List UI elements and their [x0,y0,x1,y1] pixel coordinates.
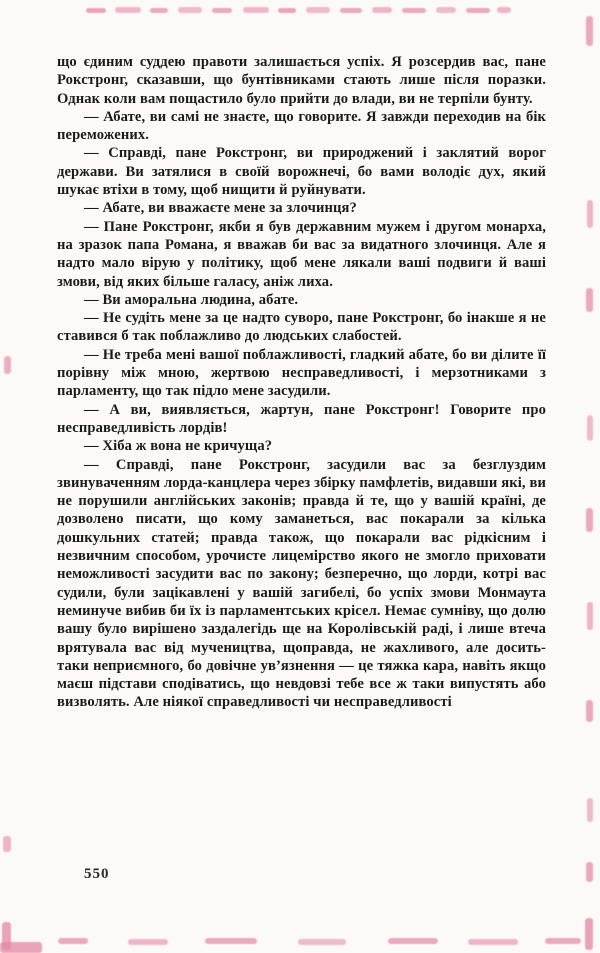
scan-artifact-mark [372,7,392,13]
scan-artifact-mark [4,356,11,374]
scan-artifact-mark [587,798,593,822]
scan-artifact-mark [436,7,456,13]
scan-artifact-mark [115,7,141,13]
scan-artifact-mark [545,938,581,944]
scan-artifact-mark [340,8,362,13]
paragraph: — Хіба ж вона не кричуща? [84,438,273,455]
paragraph: — Пане Рокстронг, якби я був державним мужем і другом монарха, на зразок папа Романа, я вважав би вас за видатного злочинця. Але я надто мало вірую у політику, щоб мене лякали ваші подвиги й ваші змови, від яких більше галасу, аніж лиха. [57,218,546,290]
scan-artifact-mark [278,8,296,13]
scan-artifact-mark [587,415,593,441]
paragraph: що єдиним суддею правоти залишається успіх. Я розсердив вас, пане Рокстронг, сказавши, що бунтівниками стають лише після поразки. Однак коли вам пощастило було прийти до влади, ви не терпіли бунту. [57,54,546,107]
scan-artifact-mark [306,7,330,13]
paragraph: — Абате, ви вважаєте мене за злочинця? [84,200,357,217]
scan-artifact-mark [243,7,269,13]
scan-artifact-mark [497,7,511,13]
scan-artifact-mark [298,939,346,945]
paragraph: — Справді, пане Рокстронг, ви природжений і заклятий ворог держави. Ви затялися в своїй ворожнечі, бо вами володіє дух, який шукає втіхи в тому, щоб нищити й руйнувати. [57,145,546,199]
scan-artifact-mark [402,8,426,13]
scan-artifact-mark [585,918,593,950]
paragraph: — Не судіть мене за це надто суворо, пане Рокстронг, бо інакше я не ставився б так поблажливо до людських слабостей. [57,310,546,345]
page-text [57,53,546,712]
scan-artifact-mark [205,938,257,944]
scan-artifact-mark [128,939,168,945]
paragraph: — Не треба мені вашої поблажливості, гладкий абате, бо ви ділите її порівну між мною, жертвою несправедливості, і мерзотниками з парламенту, що так підло мене засудили. [57,346,546,400]
scan-artifact-mark [0,942,42,953]
scan-artifact-mark [468,939,518,945]
scan-artifact-mark [586,508,593,532]
paragraph: — Справді, пане Рокстронг, засудили вас за безглуздим звинуваченням лорда-канцлера через збірку памфлетів, видавши які, ви не порушили англійських законів; правда й те, що у вашій країні, де дозволено писати, що кому заманеться, вас покарали за кілька дошкульних статей; правда також, що покарали вас рідкісним і незвичним способом, урочисте лицемірство якого не змогло приховати неможливості засудити вас по закону; безперечно, що лорди, котрі вас судили, були зацікавлені у вашій загибелі, бо успіх змови Монмаута неминуче вибив би їх із парламентських крісел. Немає сумніву, що долю вашу було вирішено заздалегідь ще на Королівській раді, і лише втеча врятувала вас від мучеництва, щоправда, не жахливого, але досить-таки неприємного, бо довічне ув’язнення — це тяжка кара, навіть якщо маєш підстави сподіватись, що невдовзі тебе все ж таки випустять або визволять. Але ніякої справедливості чи несправедливості [57,456,546,711]
paragraph: — Ви аморальна людина, абате. [84,291,299,308]
scan-artifact-mark [586,288,593,312]
scan-artifact-mark [388,938,438,944]
scan-artifact-mark [587,200,593,228]
scan-artifact-mark [212,8,232,13]
scan-artifact-mark [86,8,106,13]
page-number: 550 [84,866,110,882]
paragraph: — Абате, ви самі не знаєте, що говорите. Я завжди переходив на бік переможених. [57,108,546,144]
scan-artifact-mark [586,16,593,46]
scan-artifact-mark [587,602,593,630]
paragraph: — А ви, виявляється, жартун, пане Рокстронг! Говорите про несправедливість лордів! [57,401,546,436]
scan-artifact-mark [150,8,168,13]
scan-artifact-mark [2,922,11,950]
scan-artifact-mark [178,7,202,13]
scan-artifact-mark [466,8,490,13]
scan-artifact-mark [586,862,593,882]
scan-artifact-mark [58,938,88,944]
scan-artifact-mark [586,700,593,722]
scan-artifact-mark [3,836,11,852]
